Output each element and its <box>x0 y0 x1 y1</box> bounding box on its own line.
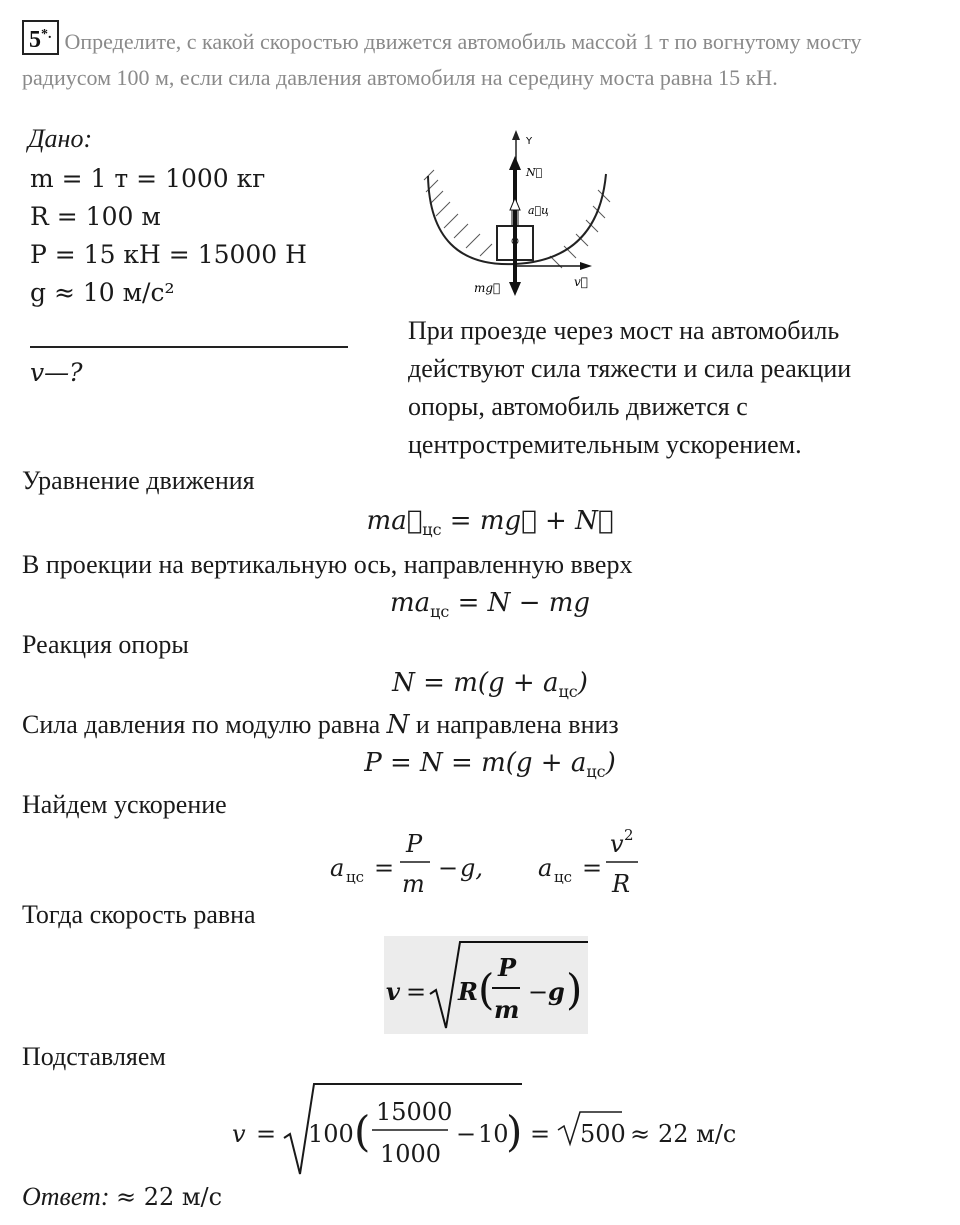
svg-text:−: − <box>438 854 459 882</box>
svg-text:m: m <box>402 870 425 898</box>
svg-text:g,: g, <box>460 854 483 882</box>
svg-text:): ) <box>566 965 583 1014</box>
problem-statement <box>22 20 932 96</box>
svg-text:100: 100 <box>308 1120 354 1148</box>
svg-text:): ) <box>506 1107 523 1156</box>
equation-substitution <box>230 1078 750 1178</box>
formula-speed <box>384 936 588 1034</box>
velocity-label: v⃗ <box>574 275 588 289</box>
svg-text:P: P <box>406 830 423 858</box>
answer <box>22 1182 222 1212</box>
gravity-label: mg⃗ <box>474 281 501 295</box>
svg-text:1000: 1000 <box>380 1140 442 1168</box>
svg-text:=: = <box>406 978 427 1006</box>
step-label-projection: В проекции на вертикальную ось, направленную вверх <box>22 550 633 579</box>
given-line-mass: m = 1 т = 1000 кг <box>30 164 266 193</box>
problem-text: Определите, с какой скоростью движется автомобиль массой 1 т по вогнутому мосту радиусом 100 м, если сила давления автомобиля на середину моста равна 15 кН. <box>22 29 862 90</box>
equation-projection: $ma_{цс} = N$ − mg <box>389 588 591 621</box>
equation-motion: $ma⃗_{цс}$ = mg⃗ + N⃗ <box>366 506 614 539</box>
svg-text:(: ( <box>478 965 495 1014</box>
svg-text:цс: цс <box>346 868 365 886</box>
svg-text:10: 10 <box>478 1120 509 1148</box>
svg-text:−: − <box>528 978 549 1006</box>
svg-text:P: P <box>498 953 517 982</box>
svg-text:2: 2 <box>624 826 634 844</box>
svg-text:15000: 15000 <box>376 1098 453 1126</box>
given-find: v—? <box>30 358 83 387</box>
given-divider <box>30 346 348 348</box>
bridge-force-diagram <box>410 128 625 303</box>
svg-text:R: R <box>612 870 631 898</box>
svg-text:=: = <box>256 1120 277 1148</box>
given-line-pressure: P = 15 кН = 15000 Н <box>30 240 307 269</box>
step-label-motion: Уравнение движения <box>22 466 255 495</box>
answer-label: Ответ: <box>22 1182 110 1211</box>
svg-text:R: R <box>458 977 478 1006</box>
normal-force-label: N⃗ <box>526 166 543 179</box>
svg-text:22 м/с: 22 м/с <box>658 1120 737 1148</box>
step-label-pressure: Сила давления по модулю равна N и направлена вниз <box>22 710 619 740</box>
svg-text:−: − <box>456 1120 477 1148</box>
svg-text:v: v <box>386 977 400 1006</box>
given-line-radius: R = 100 м <box>30 202 161 231</box>
svg-text:=: = <box>374 854 395 882</box>
answer-value: ≈ 22 м/с <box>115 1183 223 1211</box>
acceleration-label: a⃗ц <box>528 204 549 217</box>
equation-reaction: $N = m(g + a_{цс})$ <box>392 668 588 701</box>
svg-text:цс: цс <box>554 868 573 886</box>
svg-text:(: ( <box>354 1107 371 1156</box>
equation-pressure: $P = N = m(g + a_{цс})$ <box>364 748 616 781</box>
given-title: Дано: <box>28 124 93 153</box>
svg-text:m: m <box>494 995 520 1024</box>
step-label-speed: Тогда скорость равна <box>22 900 256 929</box>
given-line-gravity: g ≈ 10 м/с² <box>30 278 175 307</box>
step-label-substitute: Подставляем <box>22 1042 166 1071</box>
svg-text:=: = <box>530 1120 551 1148</box>
svg-text:v: v <box>610 830 624 858</box>
svg-text:=: = <box>582 854 603 882</box>
svg-text:a: a <box>538 854 553 882</box>
problem-number: 5*. <box>22 20 59 55</box>
svg-text:≈: ≈ <box>630 1120 651 1148</box>
svg-text:a: a <box>330 854 345 882</box>
step-label-acceleration: Найдем ускорение <box>22 790 227 819</box>
svg-text:v: v <box>232 1120 246 1148</box>
svg-text:500: 500 <box>580 1120 626 1148</box>
svg-text:g: g <box>548 977 565 1006</box>
explanation-text: При проезде через мост на автомобиль действуют сила тяжести и сила реакции опоры, автомобиль движется с центростремительным ускорением. <box>408 316 852 459</box>
y-axis-label: Y <box>526 136 533 147</box>
equation-acceleration <box>326 826 656 900</box>
step-label-reaction: Реакция опоры <box>22 630 189 659</box>
